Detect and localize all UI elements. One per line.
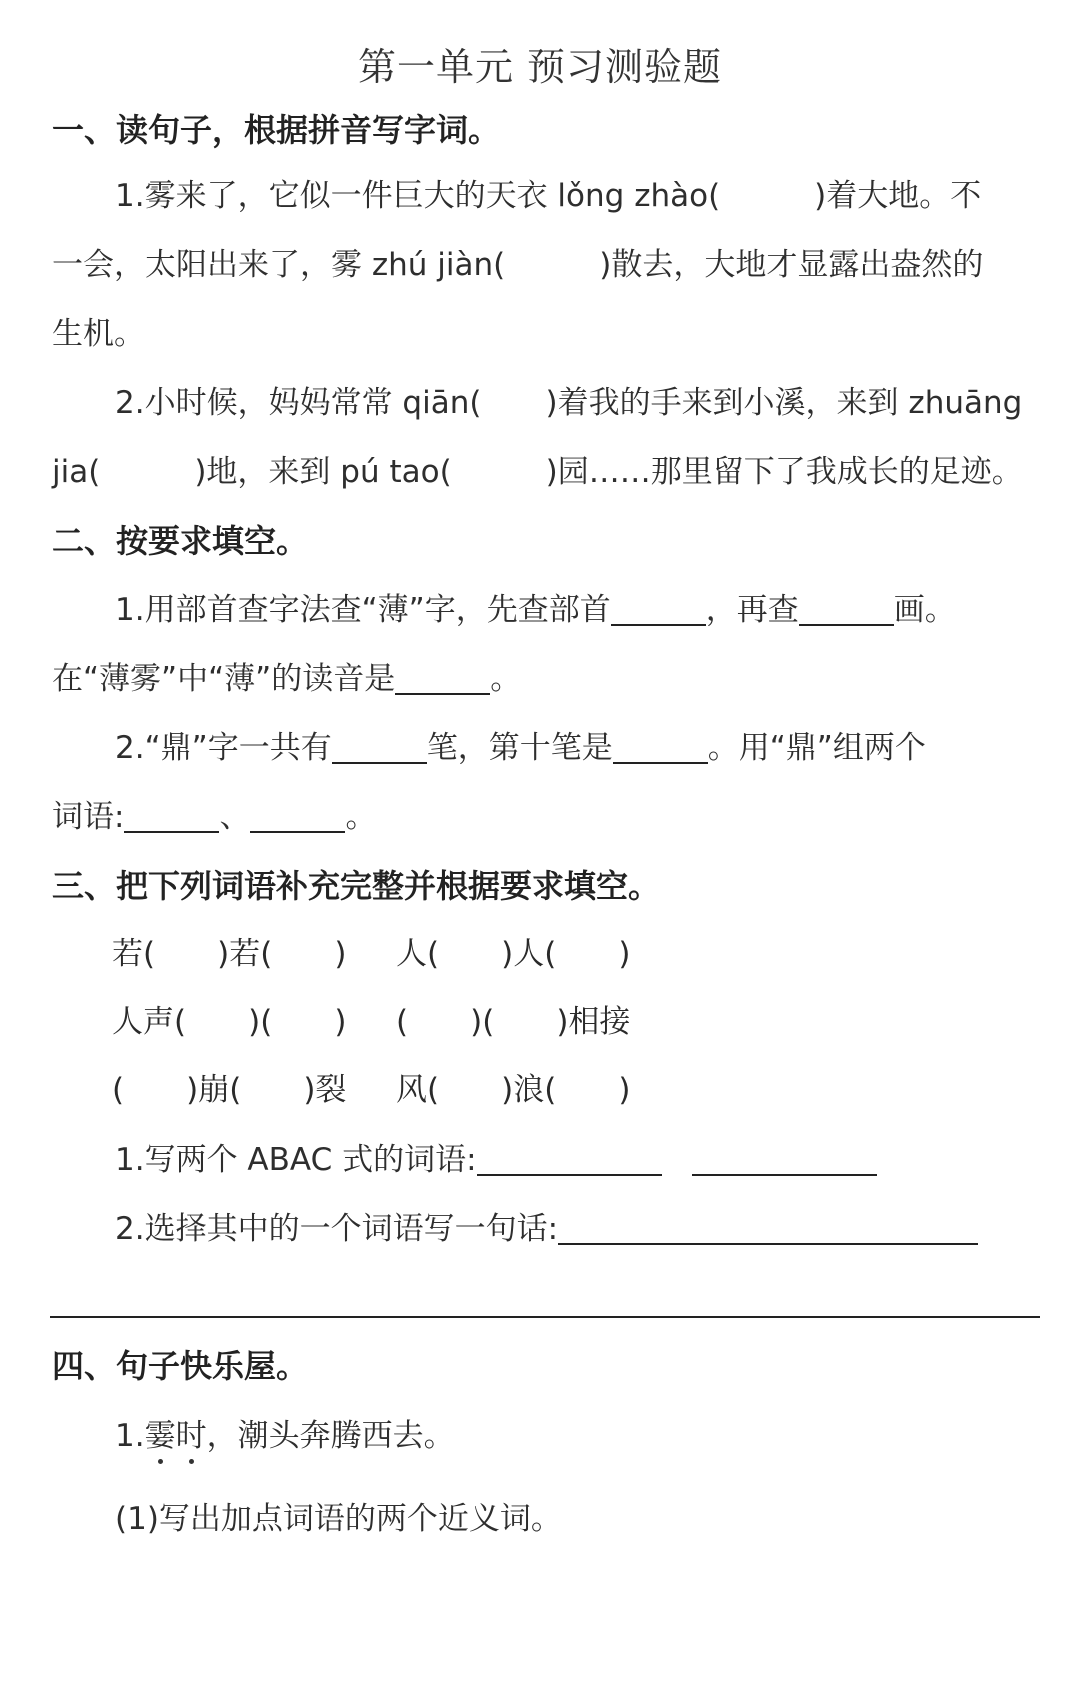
idiom-text: 人声( <box>112 1004 187 1040</box>
emphasis-dot-char: 时 <box>176 1414 207 1458</box>
emphasis-dot-char: 霎 <box>145 1414 176 1458</box>
answer-blank[interactable] <box>799 590 894 626</box>
sec1-q2-text-c: jia( <box>52 454 101 490</box>
sec1-q1-text-d: )散去，大地才显露出盎然的 <box>599 247 984 283</box>
sec2-q2-line1 <box>115 726 1040 770</box>
idiom-text: 若( <box>112 936 156 972</box>
sec3-q1-text: 1.写两个 ABAC 式的词语: <box>115 1142 477 1178</box>
idiom-text: ) <box>618 936 631 972</box>
sec2-q1-text-d: 在“薄雾”中“薄”的读音是 <box>52 661 396 697</box>
sec2-q2-text-d: 词语: <box>52 799 125 835</box>
sec3-q2-line <box>115 1207 1040 1251</box>
sec1-q1-line3: 生机。 <box>52 316 145 352</box>
answer-blank[interactable] <box>250 797 345 833</box>
idiom-row2-a <box>112 1000 346 1044</box>
sec1-q1-line2 <box>52 243 1040 287</box>
idiom-row3-b <box>396 1068 630 1112</box>
sec1-q2-line1 <box>115 381 1040 425</box>
sec2-q1-line2 <box>52 657 1040 701</box>
sec1-q1-text-b: )着大地。不 <box>814 178 982 214</box>
idiom-text: ( <box>112 1072 125 1108</box>
idiom-text: )( <box>470 1004 495 1040</box>
answer-blank[interactable] <box>558 1209 978 1245</box>
idiom-text: 人( <box>396 936 440 972</box>
answer-blank[interactable] <box>613 728 708 764</box>
idiom-text: )相接 <box>556 1004 631 1040</box>
idiom-text: )裂 <box>303 1072 347 1108</box>
answer-blank[interactable] <box>395 659 490 695</box>
idiom-text: 风( <box>396 1072 440 1108</box>
idiom-row3-a <box>112 1068 346 1112</box>
sec2-q2-text-e: 、 <box>219 799 251 835</box>
sec3-q1-line <box>115 1138 1040 1182</box>
sec1-q1-text-a: 1.雾来了，它似一件巨大的天衣 lǒng zhào( <box>115 178 721 214</box>
sec2-q1-text-b: ，再查 <box>705 592 799 628</box>
idiom-text: ) <box>334 936 347 972</box>
section-4-heading: 四、句子快乐屋。 <box>52 1347 309 1385</box>
idiom-text: )浪( <box>501 1072 557 1108</box>
sec4-q1-sub: (1)写出加点词语的两个近义词。 <box>115 1501 562 1537</box>
answer-blank[interactable] <box>332 728 427 764</box>
sec2-q1-line1 <box>115 588 1040 632</box>
section-3-heading: 三、把下列词语补充完整并根据要求填空。 <box>52 867 661 905</box>
idiom-text: )若( <box>217 936 273 972</box>
idiom-text: )崩( <box>186 1072 242 1108</box>
sec2-q2-text-b: 笔，第十笔是 <box>426 730 613 766</box>
section-2-heading: 二、按要求填空。 <box>52 522 309 560</box>
idiom-text: )人( <box>501 936 557 972</box>
idiom-text: ) <box>334 1004 347 1040</box>
section-1-heading: 一、读句子，根据拼音写字词。 <box>52 111 501 149</box>
answer-blank[interactable] <box>692 1140 877 1176</box>
sec1-q1-text-c: 一会，太阳出来了，雾 zhú jiàn( <box>52 247 506 283</box>
sec1-q2-text-a: 2.小时候，妈妈常常 qiān( <box>115 385 482 421</box>
idiom-row1-a <box>112 932 346 976</box>
sec2-q2-text-a: 2.“鼎”字一共有 <box>115 730 332 766</box>
sec4-q1-prefix: 1. <box>115 1418 145 1454</box>
idiom-text: ) <box>618 1072 631 1108</box>
answer-blank[interactable] <box>477 1140 662 1176</box>
answer-blank[interactable] <box>611 590 706 626</box>
sec1-q2-text-b: )着我的手来到小溪，来到 zhuāng <box>545 385 1023 421</box>
sec1-q1-line1 <box>115 174 1040 218</box>
sec2-q2-line2 <box>52 795 1040 839</box>
sec2-q1-text-e: 。 <box>490 661 522 697</box>
sec2-q1-text-a: 1.用部首查字法查“薄”字，先查部首 <box>115 592 611 628</box>
sec1-q2-line2 <box>52 450 1040 494</box>
idiom-row2-b <box>396 1000 630 1044</box>
sec2-q2-text-c: 。用“鼎”组两个 <box>707 730 926 766</box>
idiom-text: ( <box>396 1004 409 1040</box>
sec4-q1-text: ，潮头奔腾西去。 <box>206 1418 455 1454</box>
sec4-q1-line <box>115 1414 1040 1458</box>
idiom-text: )( <box>248 1004 273 1040</box>
answer-blank[interactable] <box>124 797 219 833</box>
answer-rule[interactable] <box>50 1316 1040 1318</box>
sec1-q2-text-e: )园……那里留下了我成长的足迹。 <box>545 454 1023 490</box>
idiom-row1-b <box>396 932 630 976</box>
sec2-q2-text-f: 。 <box>345 799 377 835</box>
sec3-q2-text: 2.选择其中的一个词语写一句话: <box>115 1211 559 1247</box>
sec2-q1-text-c: 画。 <box>893 592 956 628</box>
page-title: 第一单元 预习测验题 <box>357 45 723 89</box>
sec1-q2-text-d: )地，来到 pú tao( <box>194 454 452 490</box>
